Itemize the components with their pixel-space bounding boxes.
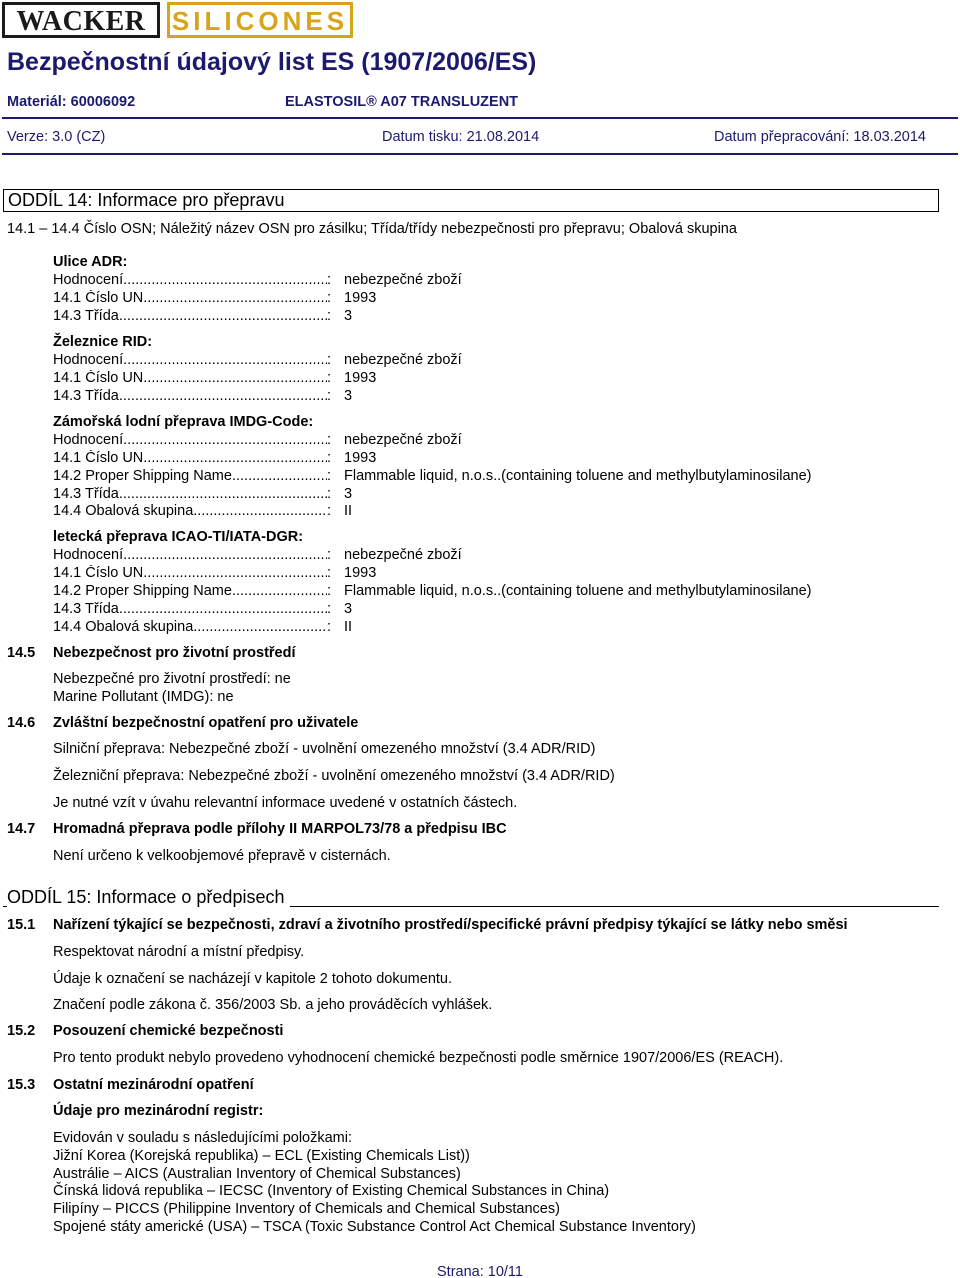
icao-row-label: Hodnocení .....: [53, 547, 335, 563]
silicones-logo: [167, 2, 353, 38]
rid-row-label: 14.3 Třída .....: [53, 388, 335, 404]
wacker-logo-text: WACKER: [16, 6, 146, 37]
s151-paragraph: Respektovat národní a místní předpisy.: [53, 944, 305, 960]
icao-row-value: nebezpečné zboží: [344, 547, 462, 563]
wacker-logo: [2, 2, 160, 38]
registry-heading: Údaje pro mezinárodní registr:: [53, 1103, 264, 1119]
imdg-row-value: 1993: [344, 450, 377, 466]
s153-number: 15.3: [7, 1077, 36, 1093]
icao-row-label: 14.3 Třída .....: [53, 601, 335, 617]
imdg-row-label: 14.2 Proper Shipping Name .....: [53, 468, 335, 484]
adr-row-value: nebezpečné zboží: [344, 272, 462, 288]
silicones-logo-text: SILICONES: [171, 6, 349, 36]
section-14-subheading: 14.1 – 14.4 Číslo OSN; Náležitý název OSN pro zásilku; Třída/třídy nebezpečnosti pro přepravu; Obalová skupina: [7, 221, 737, 237]
section-14-heading: [3, 189, 939, 212]
s152-title: Posouzení chemické bezpečnosti: [53, 1023, 284, 1039]
icao-row-value: II: [344, 619, 353, 635]
icao-row-value: 3: [344, 601, 353, 617]
document-title: Bezpečnostní údajový list ES (1907/2006/ES): [7, 48, 537, 76]
registry-intro: Evidován v souladu s následujícími položkami:: [53, 1130, 353, 1146]
revision-date: Datum přepracování: 18.03.2014: [714, 129, 926, 145]
registry-item: Jižní Korea (Korejská republika) – ECL (Existing Chemicals List)): [53, 1148, 470, 1164]
s145-title: Nebezpečnost pro životní prostředí: [53, 645, 296, 661]
registry-item: Filipíny – PICCS (Philippine Inventory of Chemicals and Chemical Substances): [53, 1201, 560, 1217]
s146-paragraph: Je nutné vzít v úvahu relevantní informace uvedené v ostatních částech.: [53, 795, 518, 811]
section-15-title: ODDÍL 15: Informace o předpisech: [7, 887, 290, 908]
rid-row-value: 3: [344, 388, 353, 404]
icao-row-value: 1993: [344, 565, 377, 581]
adr-row-label: 14.1 Číslo UN .....: [53, 290, 335, 306]
imdg-row-label: 14.4 Obalová skupina .....: [53, 503, 335, 519]
adr-row-label: 14.3 Třída .....: [53, 308, 335, 324]
rid-row-value: 1993: [344, 370, 377, 386]
page-number: Strana: 10/11: [437, 1264, 523, 1278]
adr-row-label: Hodnocení .....: [53, 272, 335, 288]
imdg-row-value: 3: [344, 486, 353, 502]
s153-title: Ostatní mezinárodní opatření: [53, 1077, 254, 1093]
rid-row-label: Hodnocení .....: [53, 352, 335, 368]
imdg-row-value: II: [344, 503, 353, 519]
registry-item: Spojené státy americké (USA) – TSCA (Toxic Substance Control Act Chemical Substance Inventory): [53, 1219, 696, 1235]
s147-paragraph: Není určeno k velkoobjemové přepravě v cisternách.: [53, 848, 391, 864]
registry-item: Čínská lidová republika – IECSC (Inventory of Existing Chemical Substances in China): [53, 1183, 610, 1199]
s146-paragraph: Silniční přeprava: Nebezpečné zboží - uvolnění omezeného množství (3.4 ADR/RID): [53, 741, 596, 757]
imdg-heading: Zámořská lodní přeprava IMDG-Code:: [53, 414, 314, 430]
rid-row-label: 14.1 Číslo UN .....: [53, 370, 335, 386]
rid-heading: Železnice RID:: [53, 334, 153, 350]
icao-row-label: 14.2 Proper Shipping Name .....: [53, 583, 335, 599]
s151-paragraph: Značení podle zákona č. 356/2003 Sb. a jeho prováděcích vyhlášek.: [53, 997, 493, 1013]
header-rule-bottom: [2, 153, 958, 155]
s151-title: Nařízení týkající se bezpečnosti, zdraví a životního prostředí/specifické právní předpisy týkající se látky nebo směsi: [53, 917, 848, 933]
icao-row-value: Flammable liquid, n.o.s..(containing toluene and methylbutylaminosilane): [344, 583, 812, 599]
imdg-row-label: 14.3 Třída .....: [53, 486, 335, 502]
adr-heading: Ulice ADR:: [53, 254, 128, 270]
s145-line: Marine Pollutant (IMDG): ne: [53, 689, 234, 705]
s146-number: 14.6: [7, 715, 36, 731]
icao-heading: letecká přeprava ICAO-TI/IATA-DGR:: [53, 529, 304, 545]
s145-number: 14.5: [7, 645, 36, 661]
adr-row-value: 3: [344, 308, 353, 324]
s152-paragraph: Pro tento produkt nebylo provedeno vyhodnocení chemické bezpečnosti podle směrnice 1907/2006/ES (REACH).: [53, 1050, 784, 1066]
s147-title: Hromadná přeprava podle přílohy II MARPOL73/78 a předpisu IBC: [53, 821, 507, 837]
adr-row-value: 1993: [344, 290, 377, 306]
s145-line: Nebezpečné pro životní prostředí: ne: [53, 671, 291, 687]
rid-row-value: nebezpečné zboží: [344, 352, 462, 368]
section-15-heading: [3, 887, 939, 907]
product-name: ELASTOSIL® A07 TRANSLUZENT: [285, 94, 519, 110]
s147-number: 14.7: [7, 821, 36, 837]
header-rule-top: [2, 117, 958, 119]
imdg-row-value: Flammable liquid, n.o.s..(containing toluene and methylbutylaminosilane): [344, 468, 812, 484]
icao-row-label: 14.1 Číslo UN .....: [53, 565, 335, 581]
imdg-row-value: nebezpečné zboží: [344, 432, 462, 448]
imdg-row-label: 14.1 Číslo UN .....: [53, 450, 335, 466]
print-date: Datum tisku: 21.08.2014: [382, 129, 540, 145]
icao-row-label: 14.4 Obalová skupina .....: [53, 619, 335, 635]
imdg-row-label: Hodnocení .....: [53, 432, 335, 448]
s151-paragraph: Údaje k označení se nacházejí v kapitole 2 tohoto dokumentu.: [53, 971, 453, 987]
s151-number: 15.1: [7, 917, 36, 933]
s146-paragraph: Železniční přeprava: Nebezpečné zboží - uvolnění omezeného množství (3.4 ADR/RID): [53, 768, 615, 784]
s146-title: Zvláštní bezpečnostní opatření pro uživatele: [53, 715, 359, 731]
material-number: Materiál: 60006092: [7, 94, 136, 110]
version: Verze: 3.0 (CZ): [7, 129, 106, 145]
s152-number: 15.2: [7, 1023, 36, 1039]
section-14-title: ODDÍL 14: Informace pro přepravu: [8, 190, 285, 210]
registry-item: Austrálie – AICS (Australian Inventory of Chemical Substances): [53, 1166, 461, 1182]
